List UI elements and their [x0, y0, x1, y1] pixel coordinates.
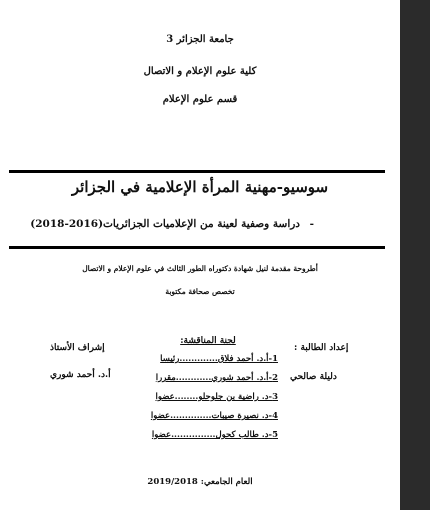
subtitle-text: دراسة وصفية لعينة من الإعلاميات الجزائريات(2016-2018)	[30, 218, 300, 230]
title-bottom-rule	[9, 246, 385, 249]
committee-member: 1-أ.د. أحمد فلاق.............رئيسا	[160, 354, 278, 364]
student-name: دليلة صالحي	[290, 372, 337, 382]
academic-year: العام الجامعي: 2019/2018	[147, 477, 253, 487]
thesis-description: أطروحة مقدمة لنيل شهادة دكتوراه الطور الثالث في علوم الإعلام و الاتصال	[82, 264, 318, 273]
committee-member: 2-أ.د. أحمد شوري............مقررا	[155, 373, 278, 383]
supervisor-label: إشراف الأستاذ	[50, 343, 105, 353]
committee-member: 5-د. طالب كحول...............عضوا	[151, 430, 278, 440]
department-name: قسم علوم الإعلام	[162, 94, 238, 105]
subtitle-dash: -	[309, 218, 314, 230]
supervisor-name: أ.د. أحمد شوري	[50, 370, 111, 380]
thesis-subtitle	[14, 218, 314, 230]
university-name: جامعة الجزائر 3	[166, 34, 234, 45]
viewer-side-bar	[400, 0, 430, 510]
faculty-name: كلية علوم الإعلام و الاتصال	[143, 66, 257, 77]
student-label: إعداد الطالبة :	[294, 343, 349, 353]
committee-member: 4-د. نصيرة صيبات..............عضوا	[150, 411, 278, 421]
thesis-title: سوسيو-مهنية المرأة الإعلامية في الجزائر	[71, 178, 329, 196]
committee-block	[138, 336, 278, 445]
thesis-specialty: تخصص صحافة مكتوبة	[165, 287, 235, 296]
title-top-rule	[9, 170, 385, 173]
committee-title: لجنة المناقشة:	[180, 336, 236, 346]
committee-member: 3-د. راضية بن جلوحلو........عضوا	[155, 392, 278, 402]
